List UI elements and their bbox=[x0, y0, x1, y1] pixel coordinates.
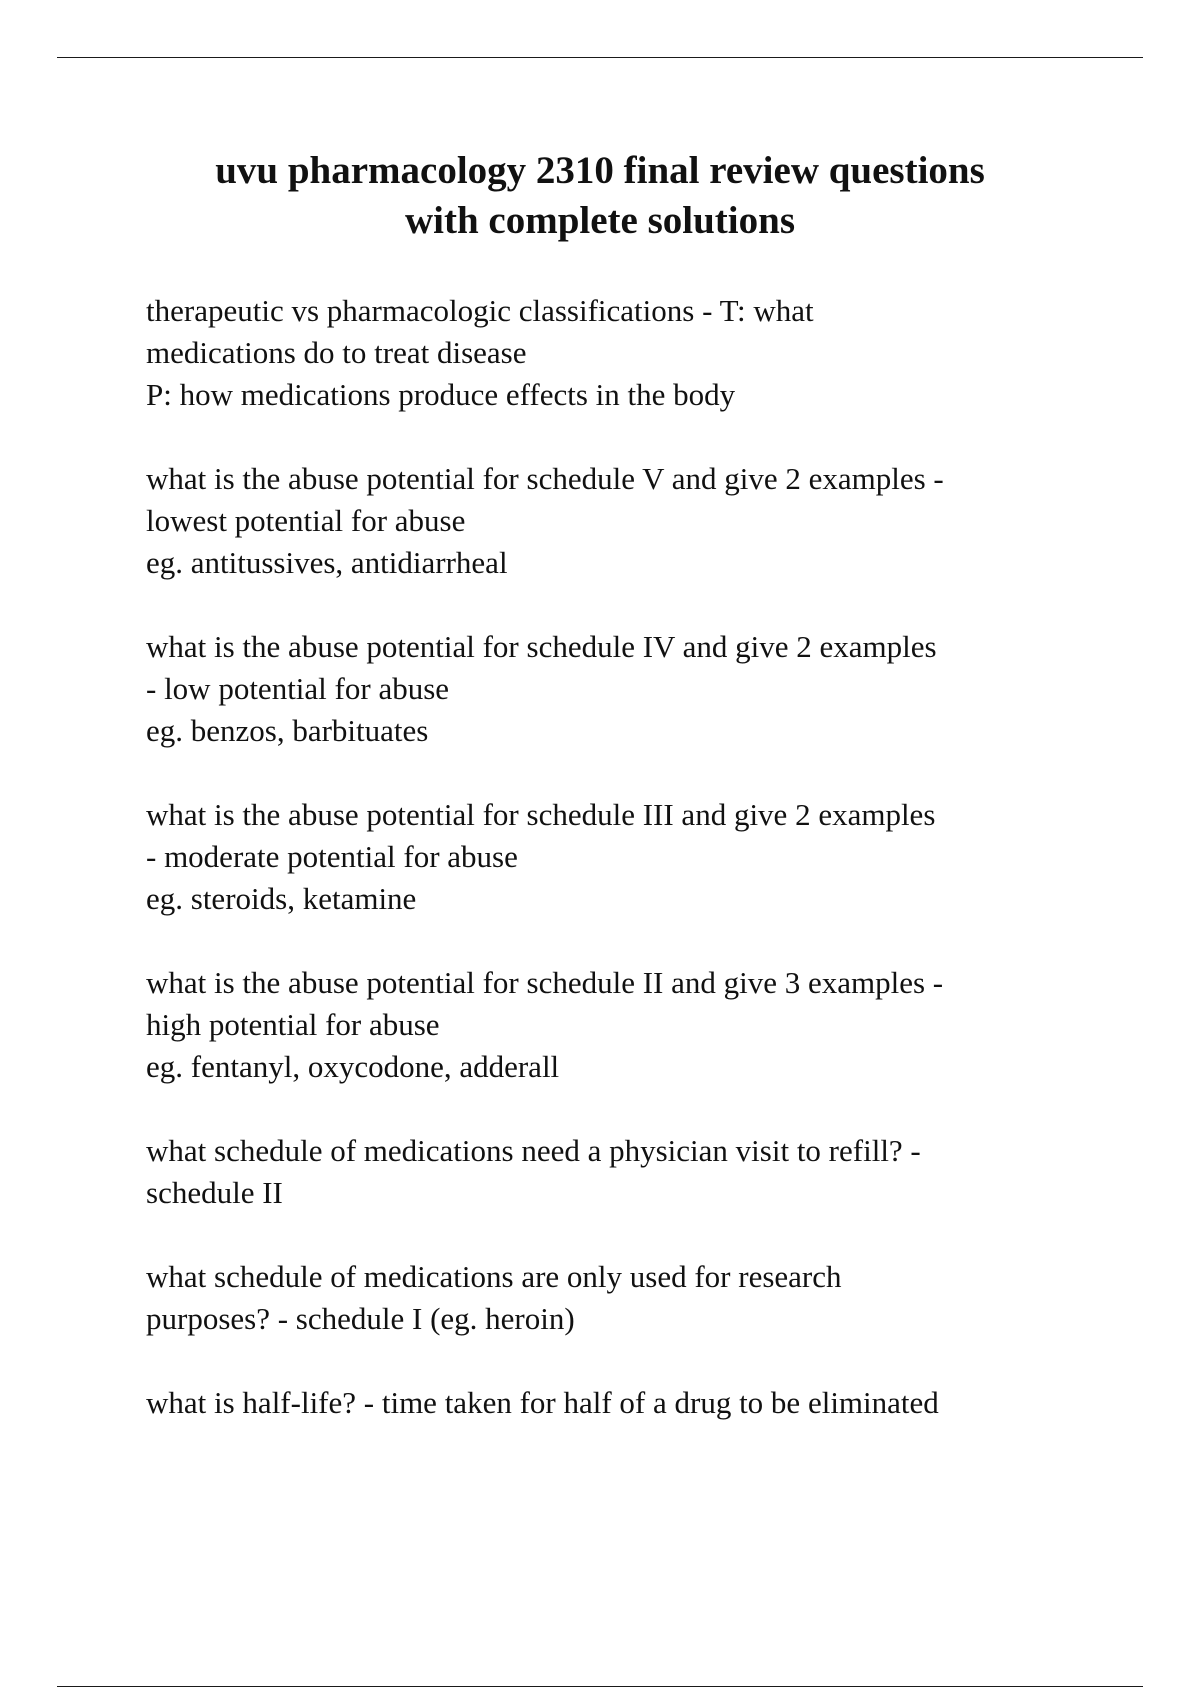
qa-line: what schedule of medications are only used for research bbox=[146, 1259, 842, 1294]
qa-entry-half-life bbox=[146, 1382, 1106, 1424]
qa-line: purposes? - schedule I (eg. heroin) bbox=[146, 1301, 575, 1336]
qa-line: therapeutic vs pharmacologic classifications - T: what bbox=[146, 293, 814, 328]
top-divider bbox=[57, 57, 1143, 58]
title-line: uvu pharmacology 2310 final review questions bbox=[215, 149, 985, 192]
qa-line: medications do to treat disease bbox=[146, 335, 527, 370]
qa-line: schedule II bbox=[146, 1175, 283, 1210]
qa-line: what is the abuse potential for schedule V and give 2 examples - bbox=[146, 461, 944, 496]
qa-line: what is the abuse potential for schedule II and give 3 examples - bbox=[146, 965, 944, 1000]
qa-line: eg. fentanyl, oxycodone, adderall bbox=[146, 1049, 560, 1084]
qa-line: what is the abuse potential for schedule III and give 2 examples bbox=[146, 797, 936, 832]
qa-entry-schedule-iii bbox=[146, 794, 1106, 920]
qa-line: - moderate potential for abuse bbox=[146, 839, 518, 874]
qa-line: what is half-life? - time taken for half of a drug to be eliminated bbox=[146, 1385, 939, 1420]
qa-line: P: how medications produce effects in the body bbox=[146, 377, 736, 412]
qa-line: what is the abuse potential for schedule IV and give 2 examples bbox=[146, 629, 937, 664]
qa-entry-research bbox=[146, 1256, 1106, 1340]
bottom-divider bbox=[57, 1686, 1143, 1687]
qa-line: - low potential for abuse bbox=[146, 671, 450, 706]
qa-entry-schedule-iv bbox=[146, 626, 1106, 752]
qa-entry-schedule-ii bbox=[146, 962, 1106, 1088]
qa-entry-refill bbox=[146, 1130, 1106, 1214]
qa-line: high potential for abuse bbox=[146, 1007, 440, 1042]
qa-entry-schedule-v bbox=[146, 458, 1106, 584]
qa-line: eg. benzos, barbituates bbox=[146, 713, 429, 748]
document-title bbox=[100, 146, 1100, 246]
qa-line: eg. antitussives, antidiarrheal bbox=[146, 545, 508, 580]
title-line: with complete solutions bbox=[405, 199, 795, 242]
qa-line: eg. steroids, ketamine bbox=[146, 881, 417, 916]
qa-entry-classifications bbox=[146, 290, 1106, 416]
qa-list bbox=[146, 290, 1106, 1466]
qa-line: lowest potential for abuse bbox=[146, 503, 466, 538]
qa-line: what schedule of medications need a physician visit to refill? - bbox=[146, 1133, 921, 1168]
